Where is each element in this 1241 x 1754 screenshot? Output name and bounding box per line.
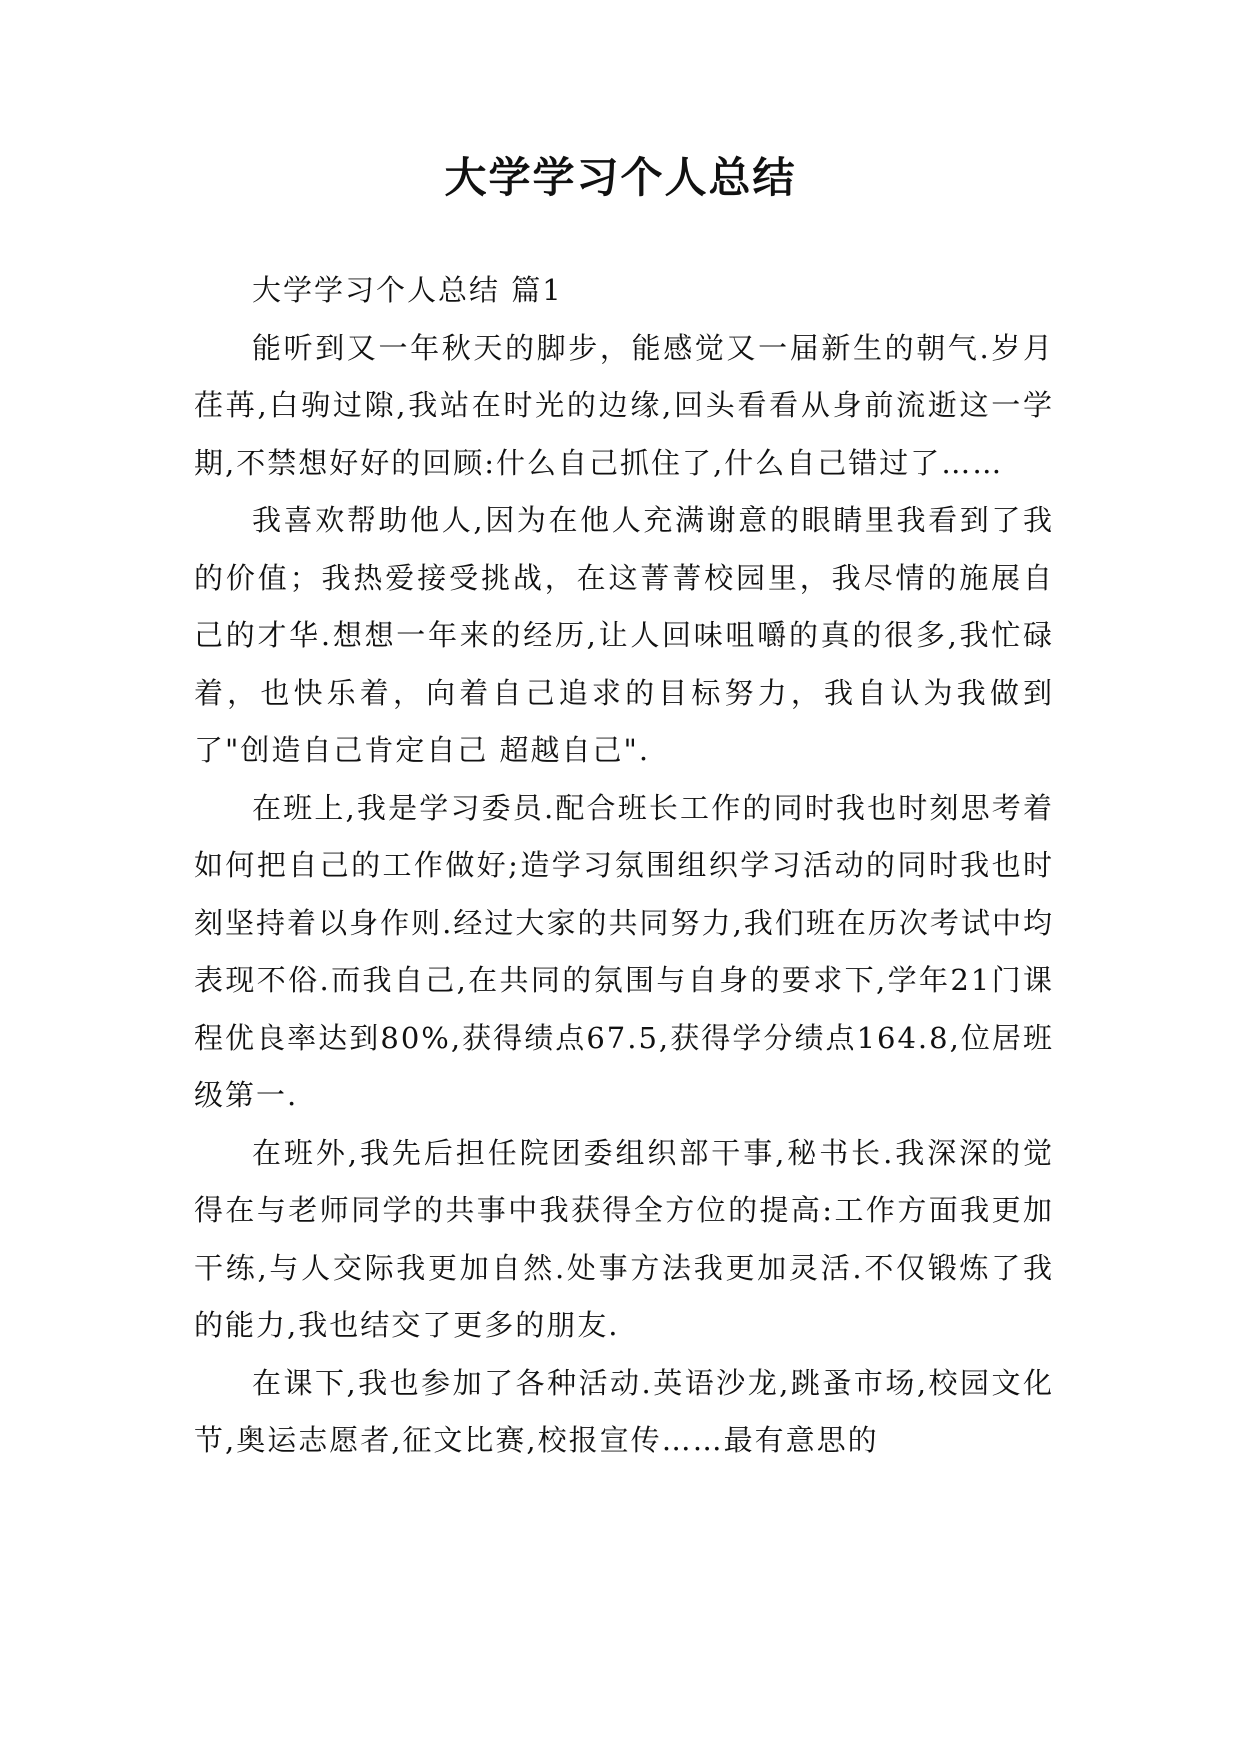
paragraph-4: 在班外,我先后担任院团委组织部干事,秘书长.我深深的觉得在与老师同学的共事中我获得全方位的提高:工作方面我更加干练,与人交际我更加自然.处事方法我更加灵活.不仅锻炼了我的能力,我也结交了更多的朋友. — [194, 1135, 1054, 1342]
document-title: 大学学习个人总结 — [444, 153, 797, 202]
section-heading: 大学学习个人总结 篇1 — [252, 273, 563, 307]
paragraph-5: 在课下,我也参加了各种活动.英语沙龙,跳蚤市场,校园文化节,奥运志愿者,征文比赛,校报宣传……最有意思的 — [194, 1365, 1054, 1457]
paragraph-3: 在班上,我是学习委员.配合班长工作的同时我也时刻思考着如何把自己的工作做好;造学习氛围组织学习活动的同时我也时刻坚持着以身作则.经过大家的共同努力,我们班在历次考试中均表现不俗.而我自己,在共同的氛围与自身的要求下,学年21门课程优良率达到80%,获得绩点67.5,获得学分绩点164.8,位居班级第一. — [194, 790, 1054, 1112]
document-body — [194, 262, 1054, 1470]
paragraph-2: 我喜欢帮助他人,因为在他人充满谢意的眼睛里我看到了我的价值；我热爱接受挑战，在这菁菁校园里，我尽情的施展自己的才华.想想一年来的经历,让人回味咀嚼的真的很多,我忙碌着，也快乐着，向着自己追求的目标努力，我自认为我做到了"创造自己肯定自己 超越自己". — [194, 503, 1054, 767]
paragraph-1: 能听到又一年秋天的脚步，能感觉又一届新生的朝气.岁月荏苒,白驹过隙,我站在时光的边缘,回头看看从身前流逝这一学期,不禁想好好的回顾:什么自己抓住了,什么自己错过了…… — [194, 330, 1054, 480]
